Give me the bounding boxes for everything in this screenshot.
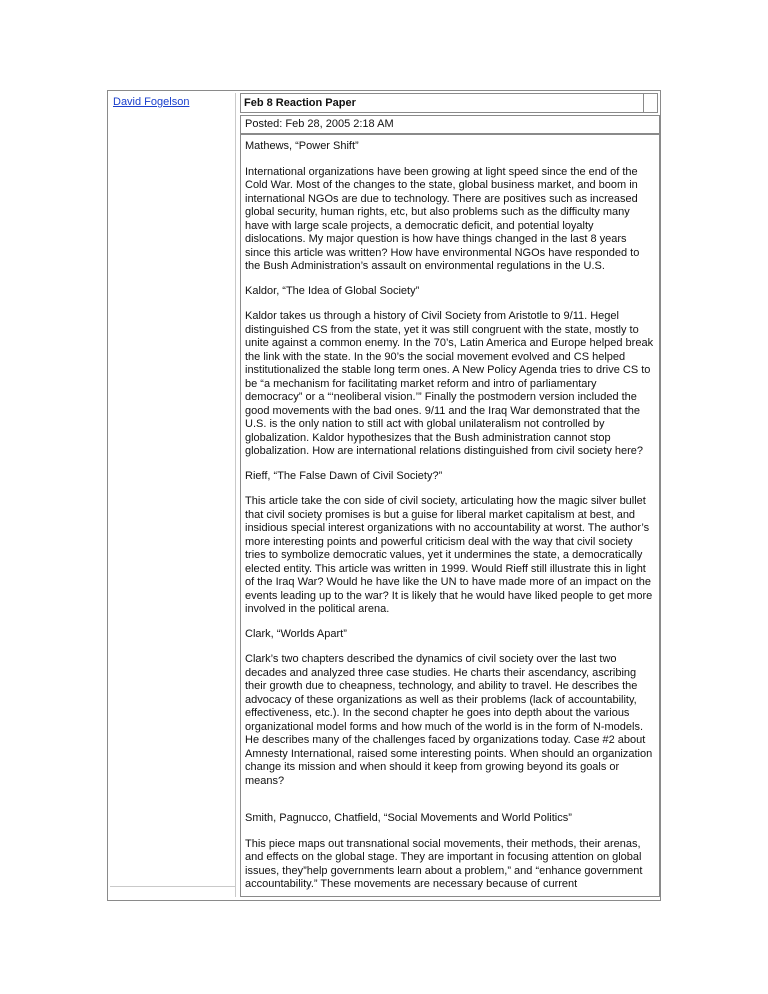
section-text-kaldor: Kaldor takes us through a history of Civil Society from Aristotle to 9/11. Hegel distinguished CS from the state, yet it was still congruent with the state, mostly to unite against a common enemy. In the 70’s, Latin America and Europe helped break the link with the state. In the 90’s the social movement evolved and CS helped institutionalized the stable long term ones. A New Policy Agenda tries to drive CS to be “a mechanism for facilitating market reform and intro of parliamentary democracy” or a “‘neoliberal vision.’” Finally the postmodern version included the good movements with the bad ones. 9/11 and the Iraq War demonstrated that the U.S. is the only nation to still act with global unilateralism not controlled by globalization. Kaldor hypothesizes that the Bush administration cannot stop globalization. How are international relations distinguished from civil society here? <box>245 310 654 457</box>
title-bar-end-cell <box>643 94 657 112</box>
section-text-smith: This piece maps out transnational social movements, their methods, their arenas, and effects on the global stage. They are important in focusing attention on global issues, they”help governments learn about a problem,” and “enhance government accountability.” These movements are necessary because of current <box>245 837 643 890</box>
section-text-rieff: This article take the con side of civil society, articulating how the magic silver bullet that civil society promises is but a guise for liberal market capitalism at best, and insidious special interest organizations with no accountability at worst. The author’s more interesting points and powerful criticism deal with the way that civil society tries to symbolize democratic values, yet it undermines the state, a democratically elected entity. This article was written in 1999. Would Rieff still illustrate this in light of the Iraq War? Would he have like the UN to have made more of an impact on the events leading up to the war? It is likely that he would have liked people to get more involved in the political arena. <box>245 495 653 615</box>
section-text-clark: Clark’s two chapters described the dynamics of civil society over the last two decades and analyzed three case studies. He charts their ascendancy, ascribing their growth due to cheapness, technology, and ability to travel. He describes the advocacy of these organizations as well as their problems (lack of accountability, effectiveness, etc.). In the second chapter he goes into depth about the various organizational model forms and how much of the world is in the form of N-models. He describes many of the challenges faced by organizations today. Case #2 about Amnesty International, raised some interesting points. When should an organization change its mission and when should it keep from growing beyond its goals or means? <box>245 653 653 787</box>
author-cell <box>110 93 236 897</box>
author-link[interactable]: David Fogelson <box>113 96 190 108</box>
post-title-bar <box>240 93 658 113</box>
post-body <box>240 134 660 897</box>
post-title: Feb 8 Reaction Paper <box>244 97 356 109</box>
posted-timestamp: Posted: Feb 28, 2005 2:18 AM <box>245 118 394 130</box>
section-title-mathews: Mathews, “Power Shift” <box>245 140 359 152</box>
section-text-mathews: International organizations have been growing at light speed since the end of the Cold War. Most of the changes to the state, global business market, and boom in international NGOs are due to technology. There are positives such as increased global security, human rights, etc, but also problems such as the difficulty many have with large scale projects, a democratic deficit, and potential loyalty dislocations. My major question is how have things changed in the last 8 years since this article was written? How have environmental NGOs have responded to the Bush Administration’s assault on environmental regulations in the U.S. <box>245 165 640 272</box>
author-cell-divider <box>110 886 236 887</box>
section-title-rieff: Rieff, “The False Dawn of Civil Society?” <box>245 469 443 482</box>
section-title-kaldor: Kaldor, “The Idea of Global Society” <box>245 284 420 297</box>
section-title-smith: Smith, Pagnucco, Chatfield, “Social Movements and World Politics” <box>245 812 572 824</box>
post-meta-bar <box>240 115 660 134</box>
section-title-clark: Clark, “Worlds Apart” <box>245 627 347 640</box>
